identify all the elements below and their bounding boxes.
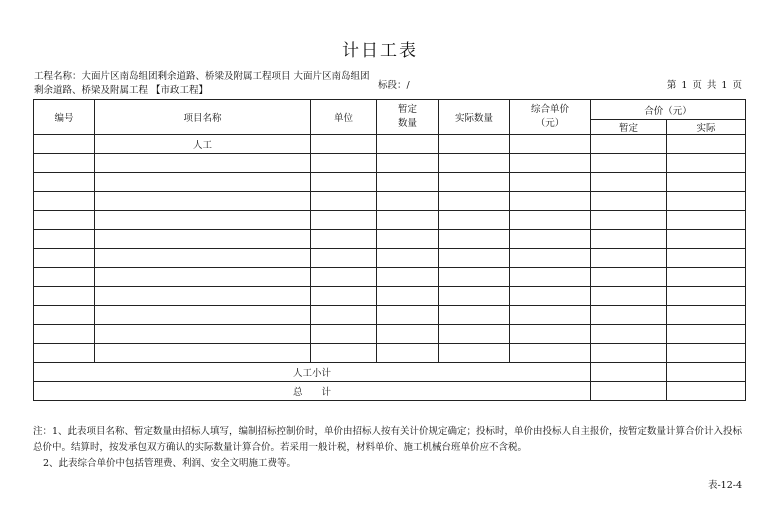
labor-subtotal-row [34,363,746,382]
header-number: 编号 [34,100,95,135]
header-provisional-qty [377,100,439,135]
page-title: 计日工表 [342,41,418,61]
project-value: 大面片区南岛组团剩余道路、桥梁及附属工程项目 大面片区南岛组团剩余道路、桥梁及附属工程 【市政工程】 [34,71,370,96]
table-row [34,268,746,287]
project-label: 工程名称： [34,71,82,82]
page-info: 第 1 页 共 1 页 [666,80,742,91]
header-unit-price-line2: （元） [535,118,565,129]
grand-total-label: 总 计 [34,382,591,401]
table-row [34,154,746,173]
table-row [34,306,746,325]
header-unit: 单位 [311,100,377,135]
section-label: 标段：/ [378,80,410,91]
table-row [34,344,746,363]
project-name [34,70,379,98]
header-unit-price [510,100,591,135]
grand-total-row [34,382,746,401]
table-row [34,325,746,344]
table-row [34,287,746,306]
form-number: 表-12-4 [707,480,742,491]
labor-row-label: 人工 [95,135,311,154]
daywork-table [33,99,746,401]
table-row [34,135,746,154]
header-total-provisional: 暂定 [591,120,667,135]
note-2: 2、此表综合单价中包括管理费、利润、安全文明施工费等。 [43,458,297,469]
header-item-name: 项目名称 [95,100,311,135]
table-row [34,192,746,211]
labor-subtotal-label: 人工小计 [34,363,591,382]
header-actual-qty: 实际数量 [439,100,510,135]
table-row [34,211,746,230]
table-row [34,249,746,268]
notes [33,424,747,472]
header-provisional-qty-line1: 暂定 [397,104,417,115]
header-total-price: 合价（元） [591,100,746,120]
header-provisional-qty-line2: 数量 [397,118,417,129]
table-row [34,173,746,192]
table-row [34,230,746,249]
note-1: 注：1、此表项目名称、暂定数量由招标人填写，编制招标控制价时，单价由招标人按有关计价规定确定；投标时，单价由投标人自主报价，按暂定数量计算合价计入投标总价中。结算时，按发承包双方确认的实际数量计算合价。若采用一般计税，材料单价、施工机械台班单价应不含税。 [33,426,743,453]
header-unit-price-line1: 综合单价 [530,104,569,115]
header-total-actual: 实际 [667,120,746,135]
